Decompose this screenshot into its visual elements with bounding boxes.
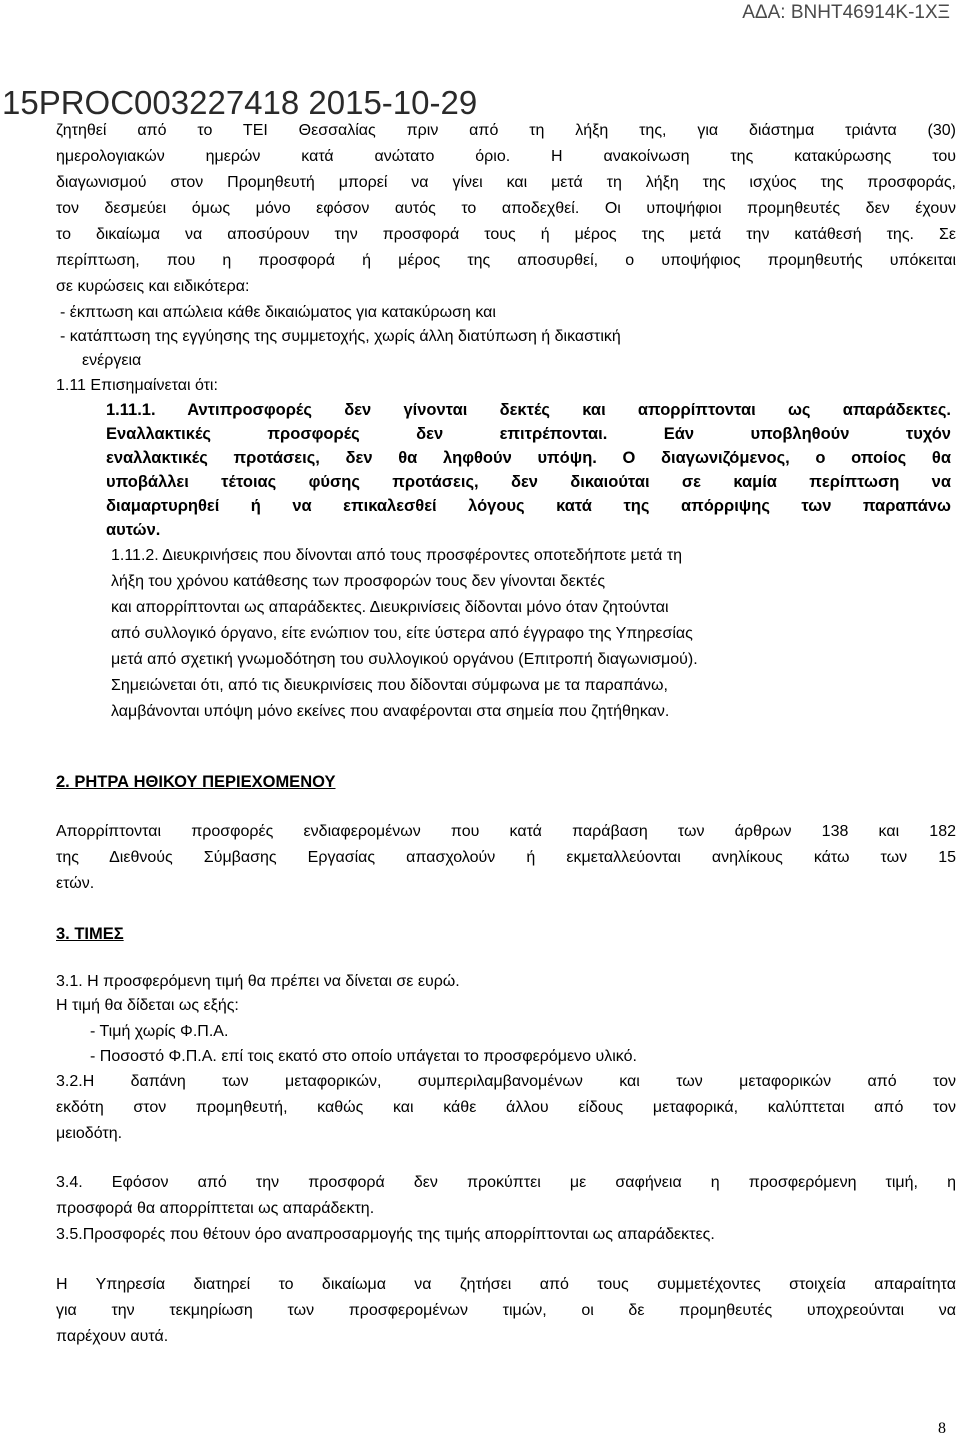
- text-line: λαμβάνονται υπόψη μόνο εκείνες που αναφέρονται στα σημεία που ζητήθηκαν.: [111, 703, 670, 720]
- text-line: 3.2.Η δαπάνη των μεταφορικών, συμπεριλαμβανομένων και των μεταφορικών από τον: [56, 1073, 956, 1090]
- text-line: Η τιμή θα δίδεται ως εξής:: [56, 997, 239, 1014]
- text-line: παρέχουν αυτά.: [56, 1328, 169, 1345]
- list-item: - Τιμή χωρίς Φ.Π.Α.: [90, 1023, 229, 1040]
- text-line: μετά από σχετική γνωμοδότηση του συλλογικού οργάνου (Επιτροπή διαγωνισμού).: [111, 651, 698, 668]
- text-line: 1.11.2. Διευκρινήσεις που δίνονται από τους προσφέροντες οποτεδήποτε μετά τη: [111, 547, 683, 564]
- text-line: 3.1. Η προσφερόμενη τιμή θα πρέπει να δίνεται σε ευρώ.: [56, 973, 460, 990]
- page-number: 8: [938, 1420, 946, 1437]
- text-line: το δικαίωμα να αποσύρουν την προσφορά τους ή μέρος της μετά την κατάθεσή της. Σε: [56, 226, 956, 243]
- text-line: τον δεσμεύει όμως μόνο εφόσον αυτός το αποδεχθεί. Οι υποψήφιοι προμηθευτές δεν έχουν: [56, 200, 956, 217]
- text-line: 3.4. Εφόσον από την προσφορά δεν προκύπτει με σαφήνεια η προσφερόμενη τιμή, η: [56, 1174, 956, 1191]
- text-line: από συλλογικό όργανο, είτε ενώπιον του, είτε ύστερα από έγγραφο της Υπηρεσίας: [111, 625, 693, 642]
- bold-line: αυτών.: [106, 521, 161, 539]
- text-line: Η Υπηρεσία διατηρεί το δικαίωμα να ζητήσει από τους συμμετέχοντες στοιχεία απαραίτητα: [56, 1276, 956, 1293]
- bold-line: Εναλλακτικές προσφορές δεν επιτρέπονται. Εάν υποβληθούν τυχόν: [106, 425, 951, 443]
- text-line: διαγωνισμού στον Προμηθευτή μπορεί να γίνει και μετά τη λήξη της ισχύος της προσφοράς,: [56, 174, 956, 191]
- bullet-item: ενέργεια: [82, 352, 142, 369]
- bullet-item: - έκπτωση και απώλεια κάθε δικαιώματος για κατακύρωση και: [60, 304, 496, 321]
- text-line: λήξη του χρόνου κατάθεσης των προσφορών τους δεν γίνονται δεκτές: [111, 573, 606, 590]
- text-line: εκδότη στον προμηθευτή, καθώς και κάθε άλλου είδους μεταφορικά, καλύπτεται από τον: [56, 1099, 956, 1116]
- bullet-item: - κατάπτωση της εγγύησης της συμμετοχής, χωρίς άλλη διατύπωση ή δικαστική: [60, 328, 621, 345]
- proc-watermark: 15PROC003227418 2015-10-29: [2, 84, 478, 121]
- bold-line: υποβάλλει τέτοιας φύσης προτάσεις, δεν δικαιούται σε καμία περίπτωση να: [106, 473, 951, 491]
- bold-line: διαμαρτυρηθεί ή να επικαλεσθεί λόγους κατά της απόρριψης των παραπάνω: [106, 497, 951, 515]
- text-line: της Διεθνούς Σύμβασης Εργασίας απασχολούν ή εκμεταλλεύονται ανηλίκους κάτω των 15: [56, 849, 956, 866]
- text-line: σε κυρώσεις και ειδικότερα:: [56, 278, 250, 295]
- text-line: 3.5.Προσφορές που θέτουν όρο αναπροσαρμογής της τιμής απορρίπτονται ως απαράδεκτες.: [56, 1226, 715, 1243]
- text-line: για την τεκμηρίωση των προσφερομένων τιμών, οι δε προμηθευτές υποχρεούνται να: [56, 1302, 956, 1319]
- list-item: - Ποσοστό Φ.Π.Α. επί τοις εκατό στο οποίο υπάγεται το προσφερόμενο υλικό.: [90, 1048, 637, 1065]
- subsection-title: 1.11 Επισημαίνεται ότι:: [56, 377, 218, 394]
- text-line: Σημειώνεται ότι, από τις διευκρινίσεις που δίδονται σύμφωνα με τα παραπάνω,: [111, 677, 668, 694]
- text-line: μειοδότη.: [56, 1125, 123, 1142]
- text-line: ημερολογιακών ημερών κατά ανώτατο όριο. Η ανακοίνωση της κατακύρωσης του: [56, 148, 956, 165]
- section-heading: 2. ΡΗΤΡΑ ΗΘΙΚΟΥ ΠΕΡΙΕΧΟΜΕΝΟΥ: [56, 773, 336, 791]
- text-line: ετών.: [56, 875, 95, 892]
- text-line: προσφορά θα απορρίπτεται ως απαράδεκτη.: [56, 1200, 375, 1217]
- text-line: περίπτωση, που η προσφορά ή μέρος της αποσυρθεί, ο υποψήφιος προμηθευτής υπόκειται: [56, 252, 956, 269]
- text-line: Απορρίπτονται προσφορές ενδιαφερομένων που κατά παράβαση των άρθρων 138 και 182: [56, 823, 956, 840]
- text-line: ζητηθεί από το ΤΕΙ Θεσσαλίας πριν από τη λήξη της, για διάστημα τριάντα (30): [56, 122, 956, 139]
- ada-code: ΑΔΑ: ΒΝΗΤ46914Κ-1ΧΞ: [742, 2, 950, 23]
- bold-line: εναλλακτικές προτάσεις, δεν θα ληφθούν υπόψη. Ο διαγωνιζόμενος, ο οποίος θα: [106, 449, 951, 467]
- text-line: και απορρίπτονται ως απαράδεκτες. Διευκρινίσεις δίδονται μόνο όταν ζητούνται: [111, 599, 669, 616]
- section-heading: 3. ΤΙΜΕΣ: [56, 925, 124, 943]
- bold-line: 1.11.1. Αντιπροσφορές δεν γίνονται δεκτές και απορρίπτονται ως απαράδεκτες.: [106, 401, 951, 419]
